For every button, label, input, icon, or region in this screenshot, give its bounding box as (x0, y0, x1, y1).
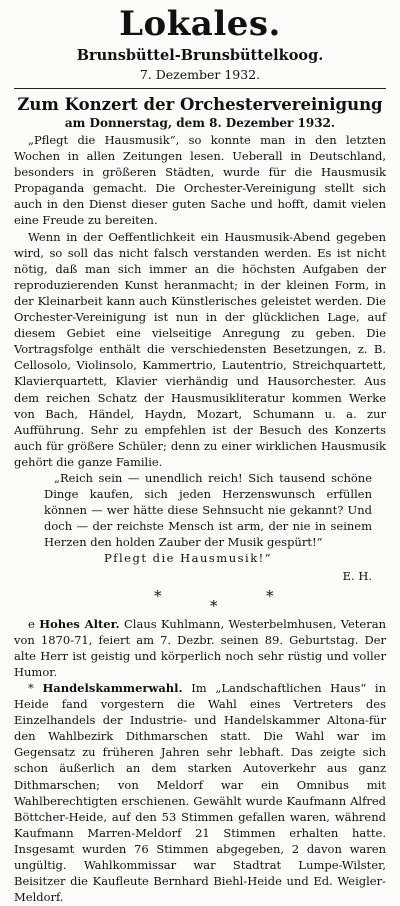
separator-star: * (266, 586, 274, 605)
article-subheadline: am Donnerstag, dem 8. Dezember 1932. (64, 116, 336, 130)
separator-star: * (154, 586, 162, 605)
article-paragraph-1: „Pflegt die Hausmusik“, so konnte man in den letzten Wochen in allen Zeitungen lesen. Ueberall in Deutschland, besonders in größeren Städten, wurde für die Hausmusik Propaganda gemacht. Die Orchester-Vereinigung stellt sich auch in den Dienst dieser guten Sache und hofft, damit vielen eine Freude zu bereiten. (14, 133, 386, 228)
section-divider (14, 88, 386, 89)
notice-marker: * (28, 681, 34, 695)
article-headline: Zum Konzert der Orchestervereinigung (17, 95, 383, 114)
section-masthead: Lokales. (119, 4, 281, 44)
article-signature: E. H. (342, 568, 372, 583)
notice-lead: Hohes Alter. (39, 616, 120, 631)
locality-heading: Brunsbüttel-Brunsbüttelkoog. (76, 47, 324, 64)
notice-old-age (14, 616, 386, 680)
notice-marker: e (28, 616, 35, 631)
quote-text: „Reich sein — unendlich reich! Sich tausend schöne Dinge kaufen, sich jeden Herzenswunsch erfüllen können — wer hätte diese Sehnsucht nie gekannt? Und doch — der reichste Mensch ist arm, der nie in seinem Herzen den holden Zauber der Musik gespürt!“ (44, 470, 372, 550)
article-quote (14, 470, 386, 550)
notice-lead: Handelskammerwahl. (42, 681, 183, 695)
article-paragraph-2: Wenn in der Oeffentlichkeit ein Hausmusik-Abend gegeben wird, so soll das nicht falsch verstanden werden. Es ist nicht nötig, daß man sich immer an die höchsten Aufgaben der reproduzierenden Kunst heranmacht; in der kleinen Form, in der Kleinarbeit kann auch Künstlerisches geleistet werden. Die Orchester-Vereinigung ist nun in der glücklichen Lage, auf diesem Gebiet eine vielseitige Anregung zu geben. Die Vortragsfolge enthält die verschiedensten Besetzungen, z. B. Cellosolo, Violinsolo, Kammertrio, Lautentrio, Streichquartett, Klavierquartett, Klavier vierhändig und Hausorchester. Aus dem reichen Schatz der Hausmusikliteratur kommen Werke von Bach, Händel, Haydn, Mozart, Schumann u. a. zur Aufführung. Sehr zu empfehlen ist der Besuch des Konzerts auch für größere Schüler; denn zu einer wirklichen Hausmusik gehört die ganze Familie. (14, 229, 386, 469)
separator-star: * (210, 596, 218, 615)
dateline: 7. Dezember 1932. (139, 67, 261, 82)
asterism-separator (14, 584, 386, 616)
notice-text: Im „Landschaftlichen Haus“ in Heide fand vorgestern die Wahl eines Vertreters des Einzelhandels der Industrie- und Handelskammer Altona-für den Wahlbezirk Dithmarschen statt. Die Wahl war im Gegensatz zu früheren Jahren sehr lebhaft. Das zeigte sich schon äußerlich an dem starken Autoverkehr aus ganz Dithmarschen; von Meldorf war ein Omnibus mit Wahlberechtigten erschienen. Gewählt wurde Kaufmann Alfred Böttcher-Heide, auf den 53 Stimmen gefallen waren, während Kaufmann Marren-Meldorf 21 Stimmen erhalten hatte. Insgesamt wurden 76 Stimmen abgegeben, 2 davon waren ungültig. Wahlkommissar war Stadtrat Lumpe-Wilster, Beisitzer die Kaufleute Bernhard Biehl-Heide und Ed. Weigler-Meldorf. (14, 681, 387, 905)
notice-text: Claus Kuhlmann, Westerbelmhusen, Veteran von 1870-71, feiert am 7. Dezbr. seinen 89. Geburtstag. Der alte Herr ist geistig und körperlich noch sehr rüstig und voller Humor. (14, 616, 386, 679)
concert-article (14, 95, 386, 584)
article-motto: Pflegt die Hausmusik!“ (104, 551, 273, 566)
notice-chamber-election (14, 680, 386, 905)
